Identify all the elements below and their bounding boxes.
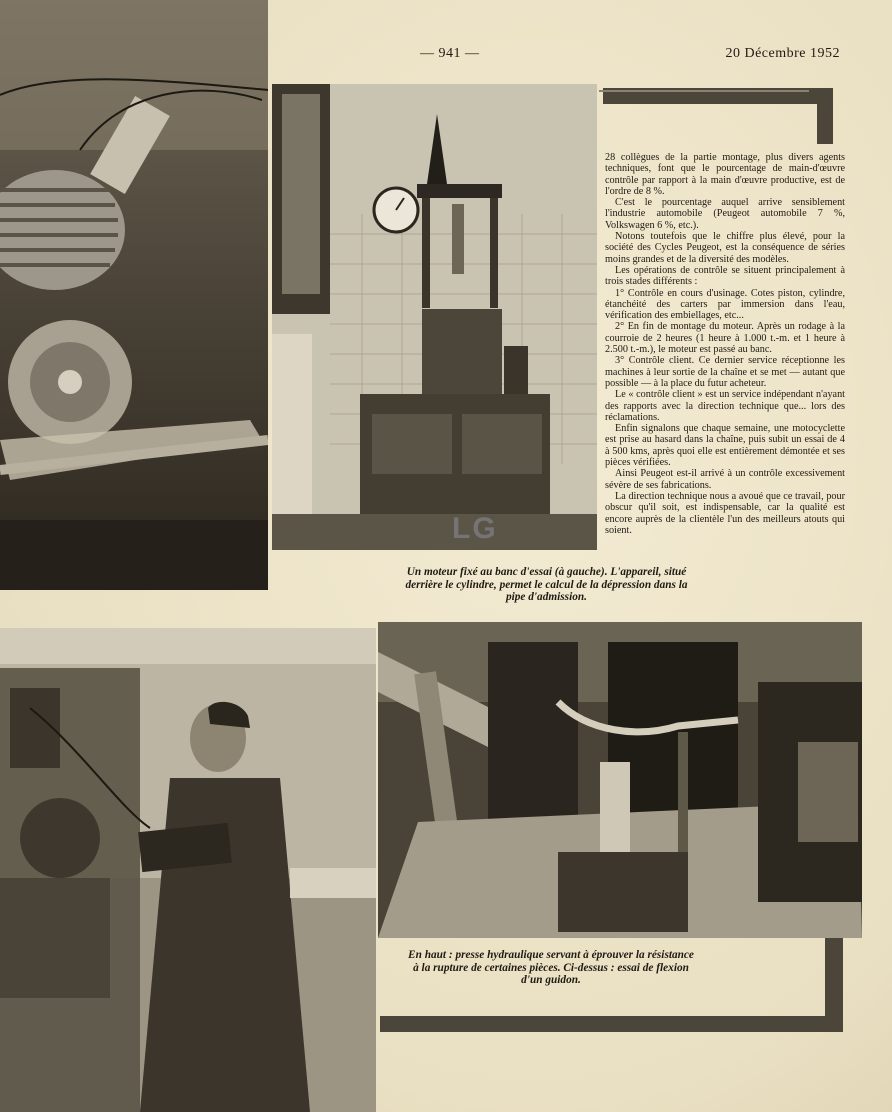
page-header (420, 46, 840, 66)
article-paragraph: 28 collègues de la partie montage, plus divers agents techniques, font que le pourcentage de main-d'œuvre contrôle par rapport à la main d'œuvre productive, est de l'ordre de 8 %. (605, 152, 845, 197)
photo-worker-inspection (0, 628, 376, 1112)
photo-vacuum-gauge-apparatus (272, 84, 597, 550)
article-paragraph: Le « contrôle client » est un service indépendant n'ayant des rapports avec la direction technique que... lors des réclamations. (605, 389, 845, 423)
article-paragraph: Les opérations de contrôle se situent principalement à trois stades différents : (605, 264, 845, 288)
photo-handlebar-flex-test (378, 622, 862, 938)
caption-text: En haut : presse hydraulique servant à éprouver la résistance à la rupture de certaines pièces. Ci-dessus : essai de flexion d'un guidon. (408, 949, 694, 987)
issue-date: 20 Décembre 1952 (725, 46, 840, 61)
page-number: — 941 — (420, 46, 480, 61)
article-paragraph: Notons toutefois que le chiffre plus élevé, pour la société des Cycles Peugeot, est la conséquence de séries moins grandes et de la diversité des modèles. (605, 231, 845, 265)
article-paragraph: 3° Contrôle client. Ce dernier service réceptionne les machines à leur sortie de la chaîne et se met — autant que possible — à la place du futur acheteur. (605, 355, 845, 389)
article-body (605, 152, 845, 536)
decorative-frame-top (603, 88, 833, 144)
article-paragraph: 1° Contrôle en cours d'usinage. Cotes piston, cylindre, étanchéité des carters par immersion dans l'eau, vérification des embiellages, etc... (605, 287, 845, 322)
article-paragraph: Enfin signalons que chaque semaine, une motocyclette est prise au hasard dans la chaîne, puis subit un essai de 4 à 500 kms, après quoi elle est entièrement démontée et ses pièces vérifiées. (605, 423, 845, 469)
article-paragraph: La direction technique nous a avoué que ce travail, pour obscur qu'il soit, est indispensable, car la qualité est encore auprès de la clientèle l'un des meilleurs atouts qui soient. (605, 490, 845, 536)
caption-text: Un moteur fixé au banc d'essai (à gauche). L'appareil, situé derrière le cylindre, permet le calcul de la dépression dans la pipe d'admission. (405, 566, 688, 604)
caption-bottom-photos (405, 949, 697, 987)
watermark-logo: LG (452, 512, 498, 545)
caption-top-photos (404, 566, 689, 604)
article-paragraph: C'est le pourcentage auquel arrive sensiblement l'industrie automobile (Peugeot automobile 7 %, Volkswagen 6 %, etc.). (605, 197, 845, 231)
article-paragraph: 2° En fin de montage du moteur. Après un rodage à la courroie de 2 heures (1 heure à 1.000 t.-m. et 1 heure à 2.500 t.-m.), le moteur est passé au banc. (605, 321, 845, 356)
article-paragraph: Ainsi Peugeot est-il arrivé à un contrôle excessivement sévère de ses fabrications. (605, 468, 845, 491)
photo-engine-test-bench (0, 0, 268, 590)
